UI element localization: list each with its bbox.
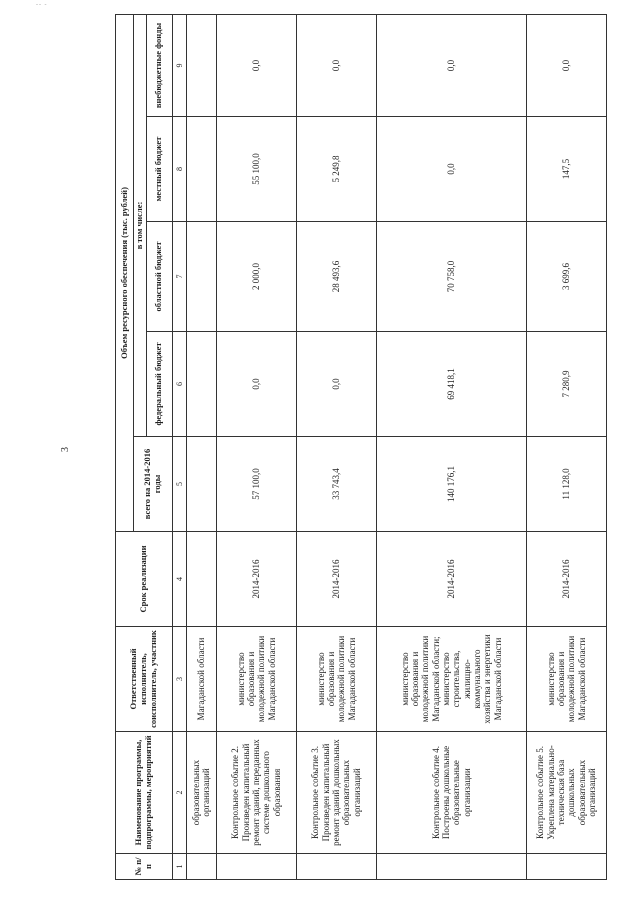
cell-federal: 0,0 [216,332,296,437]
resource-table [115,14,607,880]
cell-term: 2014-2016 [216,532,296,627]
page-number: 3 [60,447,71,452]
cell-no [186,854,216,880]
cell-total: 11 128,0 [526,437,606,532]
cell-federal: 7 280,9 [526,332,606,437]
cell-extra: 0,0 [376,14,526,116]
cell-name: Контрольное событие 2. Произведен капитальный ремонт зданий, переданных системе дошкольного образования [216,732,296,854]
cell-regional [186,222,216,332]
cell-name: Контрольное событие 5. Укреплена материально-техническая база дошкольных образовательных организаций [526,732,606,854]
cell-term: 2014-2016 [376,532,526,627]
col-number: 5 [172,437,186,532]
cell-name: образовательных организаций [186,732,216,854]
cell-extra: 0,0 [216,14,296,116]
header-total: всего на 2014-2016 годы [134,437,173,532]
header-resources: Объем ресурсного обеспечения (тыс. рублей) [116,14,134,531]
cell-local: 147,5 [526,117,606,222]
cell-responsible: министерство образования и молодежной политики Магаданской области [526,627,606,732]
cell-regional: 3 699,6 [526,222,606,332]
corner-mark: -- - [36,2,48,8]
col-number: 1 [172,854,186,880]
col-number: 3 [172,627,186,732]
cell-total: 140 176,1 [376,437,526,532]
cell-responsible: министерство образования и молодежной политики Магаданской области; министерство строительства, жилищно-коммунального хозяйства и энергетики Магаданской области [376,627,526,732]
cell-responsible: министерство образования и молодежной политики Магаданской области [296,627,376,732]
cell-regional: 70 758,0 [376,222,526,332]
cell-responsible: Магаданской области [186,627,216,732]
col-number: 7 [172,222,186,332]
cell-no [526,854,606,880]
col-number: 4 [172,532,186,627]
cell-extra [186,14,216,116]
header-extra: внебюджетные фонды [146,14,172,116]
header-term: Срок реализации [116,532,173,627]
cell-term [186,532,216,627]
cell-federal: 69 418,1 [376,332,526,437]
header-row-1 [116,14,134,879]
col-number: 2 [172,732,186,854]
col-number: 6 [172,332,186,437]
cell-federal [186,332,216,437]
cell-name: Контрольное событие 4. Построены дошкольные образовательные организации [376,732,526,854]
header-local: местный бюджет [146,117,172,222]
cell-local: 5 249,8 [296,117,376,222]
col-number: 8 [172,117,186,222]
header-no: № п/п [116,854,173,880]
cell-total: 57 100,0 [216,437,296,532]
header-regional: областной бюджет [146,222,172,332]
cell-name: Контрольное событие 3. Произведен капитальный ремонт зданий дошкольных образовательных организаций [296,732,376,854]
cell-total: 33 743,4 [296,437,376,532]
cell-term: 2014-2016 [526,532,606,627]
table-row [216,14,296,879]
header-federal: федеральный бюджет [146,332,172,437]
cell-local: 0,0 [376,117,526,222]
header-responsible: Ответственный исполнитель, соисполнитель, участник [116,627,173,732]
cell-regional: 28 493,6 [296,222,376,332]
cell-total [186,437,216,532]
cell-extra: 0,0 [296,14,376,116]
cell-federal: 0,0 [296,332,376,437]
cell-no [296,854,376,880]
cell-no [216,854,296,880]
table-row [296,14,376,879]
table-row [526,14,606,879]
cell-local: 55 100,0 [216,117,296,222]
header-name: Наименование программы, подпрограммы, мероприятий [116,732,173,854]
column-number-row [172,14,186,879]
col-number: 9 [172,14,186,116]
cell-term: 2014-2016 [296,532,376,627]
table-row [186,14,216,879]
header-in-that: в том числе: [134,14,147,436]
cell-regional: 2 000,0 [216,222,296,332]
cell-extra: 0,0 [526,14,606,116]
rotated-page [115,15,605,880]
cell-responsible: министерство образования и молодежной политики Магаданской области [216,627,296,732]
cell-local [186,117,216,222]
cell-no [376,854,526,880]
table-row [376,14,526,879]
